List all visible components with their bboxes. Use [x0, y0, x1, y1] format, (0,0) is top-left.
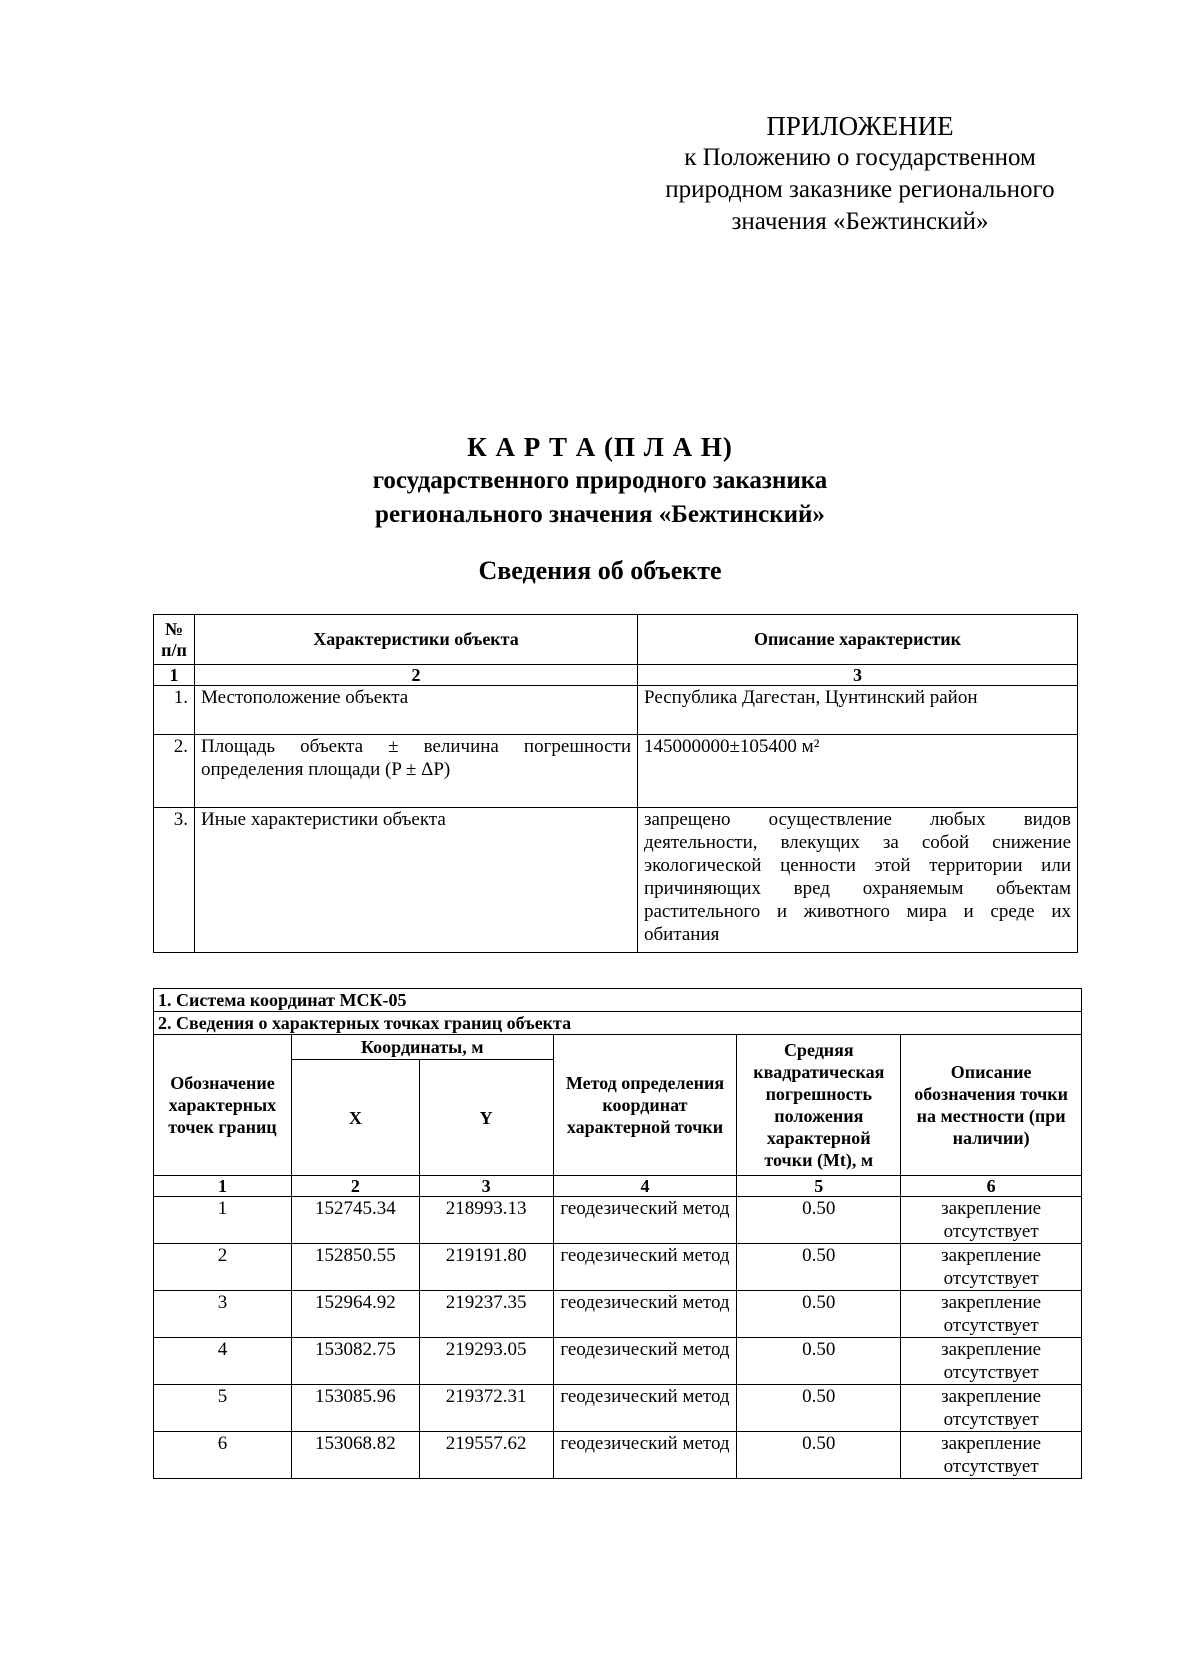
point-description: закрепление отсутствует — [901, 1432, 1082, 1479]
header-x: X — [291, 1060, 419, 1176]
point-description: закрепление отсутствует — [901, 1291, 1082, 1338]
point-x: 152850.55 — [291, 1244, 419, 1291]
point-id: 4 — [154, 1338, 292, 1385]
point-method: геодезический метод — [553, 1385, 737, 1432]
point-method: геодезический метод — [553, 1244, 737, 1291]
col-number: 3 — [419, 1176, 553, 1197]
row-number: 1. — [154, 686, 195, 735]
header-method: Метод определения координат характерной точки — [553, 1035, 737, 1176]
table-row — [154, 686, 1078, 735]
header-number: № п/п — [154, 615, 195, 665]
row-description: запрещено осуществление любых видов деятельности, влекущих за собой снижение экологической ценности этой территории или причиняющих вред охраняемым объектам растительного и животного мира и среде их обитания — [638, 808, 1078, 953]
row-characteristic: Иные характеристики объекта — [195, 808, 638, 953]
row-description: 145000000±105400 м² — [638, 735, 1078, 808]
col-number: 1 — [154, 1176, 292, 1197]
header-error: Средняя квадратическая погрешность положения характерной точки (Mt), м — [737, 1035, 901, 1176]
point-mt: 0.50 — [737, 1197, 901, 1244]
point-y: 219372.31 — [419, 1385, 553, 1432]
header-y: Y — [419, 1060, 553, 1176]
subtitle-line-1: государственного природного заказника — [372, 467, 828, 494]
row-number: 3. — [154, 808, 195, 953]
point-mt: 0.50 — [737, 1244, 901, 1291]
table-row — [154, 735, 1078, 808]
column-number-row — [154, 665, 1078, 686]
point-y: 219293.05 — [419, 1338, 553, 1385]
appendix-line-3: значения «Бежтинский» — [731, 208, 989, 235]
point-x: 152745.34 — [291, 1197, 419, 1244]
point-method: геодезический метод — [553, 1432, 737, 1479]
col-number: 4 — [553, 1176, 737, 1197]
point-x: 153085.96 — [291, 1385, 419, 1432]
appendix-line-1: к Положению о государственном — [684, 144, 1036, 171]
col-number: 3 — [638, 665, 1078, 686]
appendix-line-2: природном заказнике регионального — [665, 176, 1055, 203]
row-characteristic: Местоположение объекта — [195, 686, 638, 735]
header-description: Описание характеристик — [638, 615, 1078, 665]
column-number-row — [154, 1176, 1082, 1197]
row-number: 2. — [154, 735, 195, 808]
table-row — [154, 1244, 1082, 1291]
point-method: геодезический метод — [553, 1291, 737, 1338]
row-description: Республика Дагестан, Цунтинский район — [638, 686, 1078, 735]
point-id: 6 — [154, 1432, 292, 1479]
subtitle-line-2: регионального значения «Бежтинский» — [375, 501, 825, 528]
point-x: 153068.82 — [291, 1432, 419, 1479]
point-description: закрепление отсутствует — [901, 1385, 1082, 1432]
appendix-header — [600, 110, 1120, 238]
table-row — [154, 1291, 1082, 1338]
col-number: 1 — [154, 665, 195, 686]
appendix-heading: ПРИЛОЖЕНИЕ — [766, 111, 954, 141]
col-number: 2 — [195, 665, 638, 686]
header-point-description: Описание обозначения точки на местности (при наличии) — [901, 1035, 1082, 1176]
point-y: 219237.35 — [419, 1291, 553, 1338]
point-y: 219191.80 — [419, 1244, 553, 1291]
point-y: 218993.13 — [419, 1197, 553, 1244]
point-id: 5 — [154, 1385, 292, 1432]
point-mt: 0.50 — [737, 1338, 901, 1385]
header-coordinates: Координаты, м — [291, 1035, 553, 1060]
point-id: 2 — [154, 1244, 292, 1291]
col-number: 6 — [901, 1176, 1082, 1197]
table-row — [154, 1385, 1082, 1432]
row-characteristic: Площадь объекта ± величина погрешности определения площади (P ± ΔP) — [195, 735, 638, 808]
col-number: 2 — [291, 1176, 419, 1197]
point-y: 219557.62 — [419, 1432, 553, 1479]
point-mt: 0.50 — [737, 1291, 901, 1338]
object-info-table — [153, 614, 1078, 953]
document-title: К А Р Т А (П Л А Н) — [467, 432, 733, 462]
document-subtitle — [0, 464, 1200, 532]
coordinate-system: 1. Система координат МСК-05 — [154, 989, 1082, 1012]
point-x: 153082.75 — [291, 1338, 419, 1385]
col-number: 5 — [737, 1176, 901, 1197]
table-row — [154, 1197, 1082, 1244]
point-mt: 0.50 — [737, 1432, 901, 1479]
header-characteristic: Характеристики объекта — [195, 615, 638, 665]
boundary-points-table — [153, 988, 1082, 1479]
point-method: геодезический метод — [553, 1338, 737, 1385]
point-description: закрепление отсутствует — [901, 1244, 1082, 1291]
point-mt: 0.50 — [737, 1385, 901, 1432]
point-id: 3 — [154, 1291, 292, 1338]
table-row — [154, 1432, 1082, 1479]
point-description: закрепление отсутствует — [901, 1197, 1082, 1244]
table-row — [154, 808, 1078, 953]
table-row — [154, 1338, 1082, 1385]
point-x: 152964.92 — [291, 1291, 419, 1338]
point-description: закрепление отсутствует — [901, 1338, 1082, 1385]
point-method: геодезический метод — [553, 1197, 737, 1244]
point-id: 1 — [154, 1197, 292, 1244]
points-section-title: 2. Сведения о характерных точках границ объекта — [154, 1012, 1082, 1035]
section-title: Сведения об объекте — [478, 556, 722, 585]
header-point-designation: Обозначение характерных точек границ — [154, 1035, 292, 1176]
